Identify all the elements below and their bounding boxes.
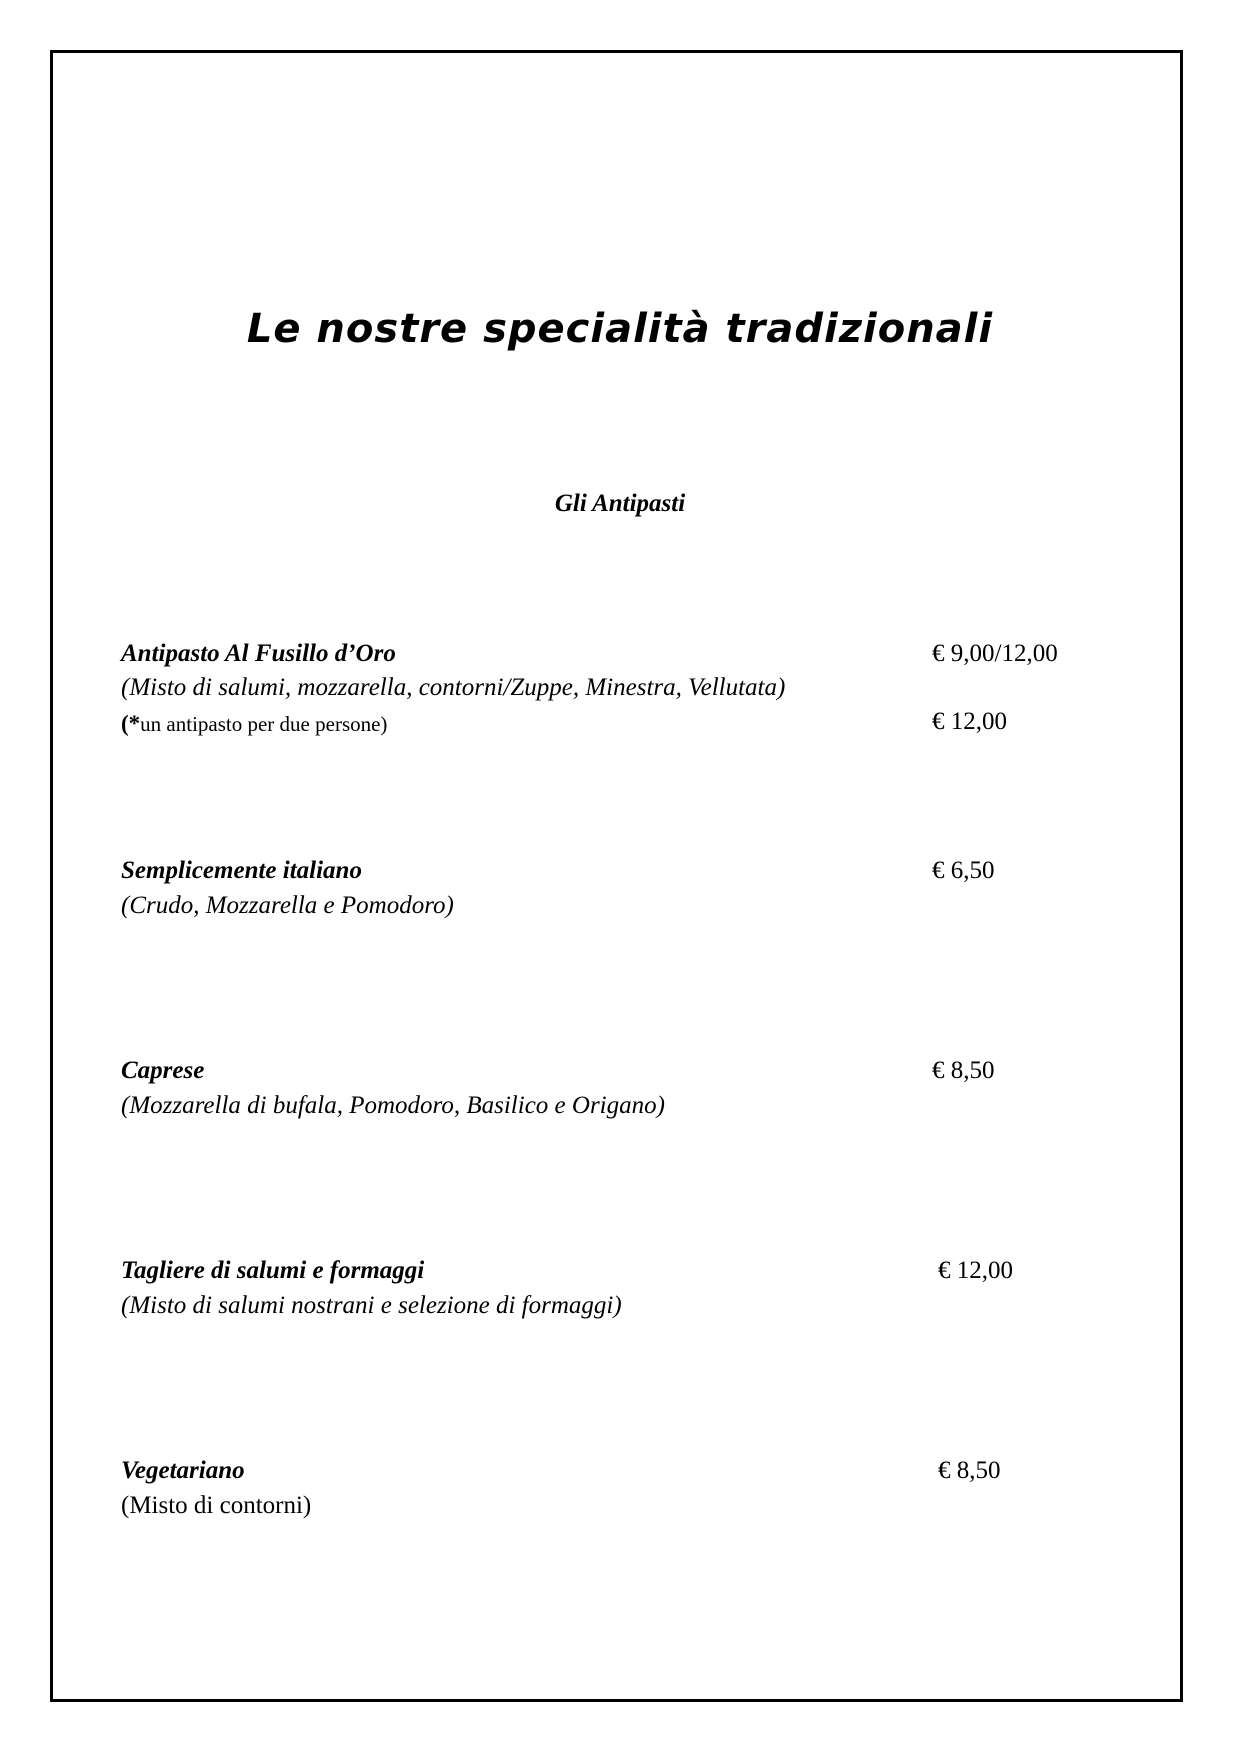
menu-item-name: Semplicemente italiano xyxy=(121,857,362,884)
menu-item-name: Vegetariano xyxy=(121,1457,245,1484)
menu-item-name: Caprese xyxy=(121,1057,205,1084)
menu-item-price: € 8,50 xyxy=(932,1057,995,1084)
menu-item-description: (Misto di contorni) xyxy=(121,1492,312,1519)
menu-item-name: Tagliere di salumi e formaggi xyxy=(121,1257,425,1284)
menu-item-description: (Misto di salumi, mozzarella, contorni/Zuppe, Minestra, Vellutata) xyxy=(121,674,786,701)
menu-item-price: € 12,00 xyxy=(938,1257,1013,1284)
menu-item-description: (Misto di salumi nostrani e selezione di formaggi) xyxy=(121,1292,622,1319)
menu-item-description: (Crudo, Mozzarella e Pomodoro) xyxy=(121,892,454,919)
menu-item-price: € 6,50 xyxy=(932,857,995,884)
note-text: un antipasto per due persone) xyxy=(140,712,388,736)
menu-item-note xyxy=(121,711,387,737)
menu-item-price: € 9,00/12,00 xyxy=(932,640,1058,667)
menu-item-description: (Mozzarella di bufala, Pomodoro, Basilico e Origano) xyxy=(121,1092,665,1119)
page-title: Le nostre specialità tradizionali xyxy=(246,306,994,352)
menu-item-note-price: € 12,00 xyxy=(932,708,1007,735)
menu-item-price: € 8,50 xyxy=(938,1457,1001,1484)
menu-item-name: Antipasto Al Fusillo d’Oro xyxy=(121,640,396,667)
note-mark: (* xyxy=(121,711,141,736)
section-heading: Gli Antipasti xyxy=(554,490,686,517)
